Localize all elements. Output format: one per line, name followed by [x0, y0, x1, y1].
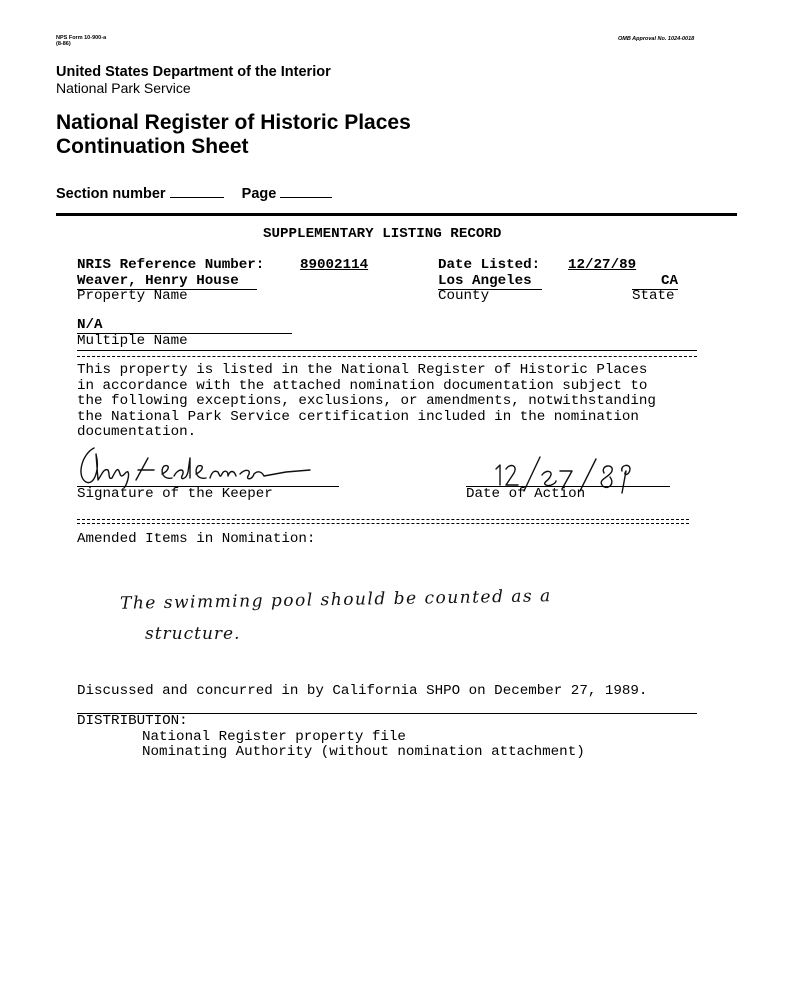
form-date: (8-86)	[56, 41, 71, 47]
distribution-item: National Register property file	[142, 729, 406, 745]
amendments-double-rule	[77, 519, 689, 524]
statement-line-3: the following exceptions, exclusions, or amendments, notwithstanding	[77, 393, 656, 409]
date-listed-value: 12/27/89	[568, 257, 637, 273]
property-name-label: Property Name	[77, 288, 188, 304]
amendment-handwriting-line-1: The swimming pool should be counted as a	[119, 586, 552, 614]
distribution-label: DISTRIBUTION:	[77, 713, 188, 729]
date-action-label: Date of Action	[466, 486, 586, 502]
signature-label: Signature of the Keeper	[77, 486, 273, 502]
distribution-item: Nominating Authority (without nomination attachment)	[142, 744, 585, 760]
nris-value: 89002114	[300, 257, 369, 273]
county-label: County	[438, 288, 490, 304]
statement-line-1: This property is listed in the National Register of Historic Places	[77, 362, 648, 378]
keeper-signature	[74, 440, 324, 490]
discussed-statement: Discussed and concurred in by California SHPO on December 27, 1989.	[77, 683, 648, 699]
department-name: United States Department of the Interior	[56, 64, 331, 80]
page-blank	[280, 185, 332, 198]
amendment-handwriting-line-2: structure.	[145, 624, 241, 644]
statement-line-2: in accordance with the attached nomination documentation subject to	[77, 378, 648, 394]
county-value: Los Angeles	[438, 273, 532, 289]
omb-approval: OMB Approval No. 1024-0018	[618, 36, 695, 42]
statement-rule-top	[77, 350, 697, 351]
nris-label: NRIS Reference Number:	[77, 257, 265, 273]
multiple-name-value: N/A	[77, 317, 103, 333]
section-number-field	[56, 185, 332, 202]
state-value: CA	[661, 273, 679, 289]
page-label: Page	[241, 186, 277, 202]
form-title: National Register of Historic Places	[56, 111, 411, 134]
section-number-label: Section number	[56, 186, 166, 202]
form-subtitle: Continuation Sheet	[56, 135, 249, 158]
multiple-name-label: Multiple Name	[77, 333, 188, 349]
statement-line-4: the National Park Service certification included in the nomination	[77, 409, 639, 425]
statement-line-5: documentation.	[77, 424, 197, 440]
statement-dashed-rule	[77, 356, 697, 357]
header-rule	[56, 213, 737, 216]
record-title: SUPPLEMENTARY LISTING RECORD	[263, 226, 502, 242]
property-name-value: Weaver, Henry House	[77, 273, 239, 289]
service-name: National Park Service	[56, 80, 191, 96]
form-number: NPS Form 10-900-a	[56, 35, 107, 41]
section-number-blank	[170, 185, 224, 198]
date-listed-label: Date Listed:	[438, 257, 541, 273]
state-label: State	[632, 288, 675, 304]
amended-items-label: Amended Items in Nomination:	[77, 531, 316, 547]
